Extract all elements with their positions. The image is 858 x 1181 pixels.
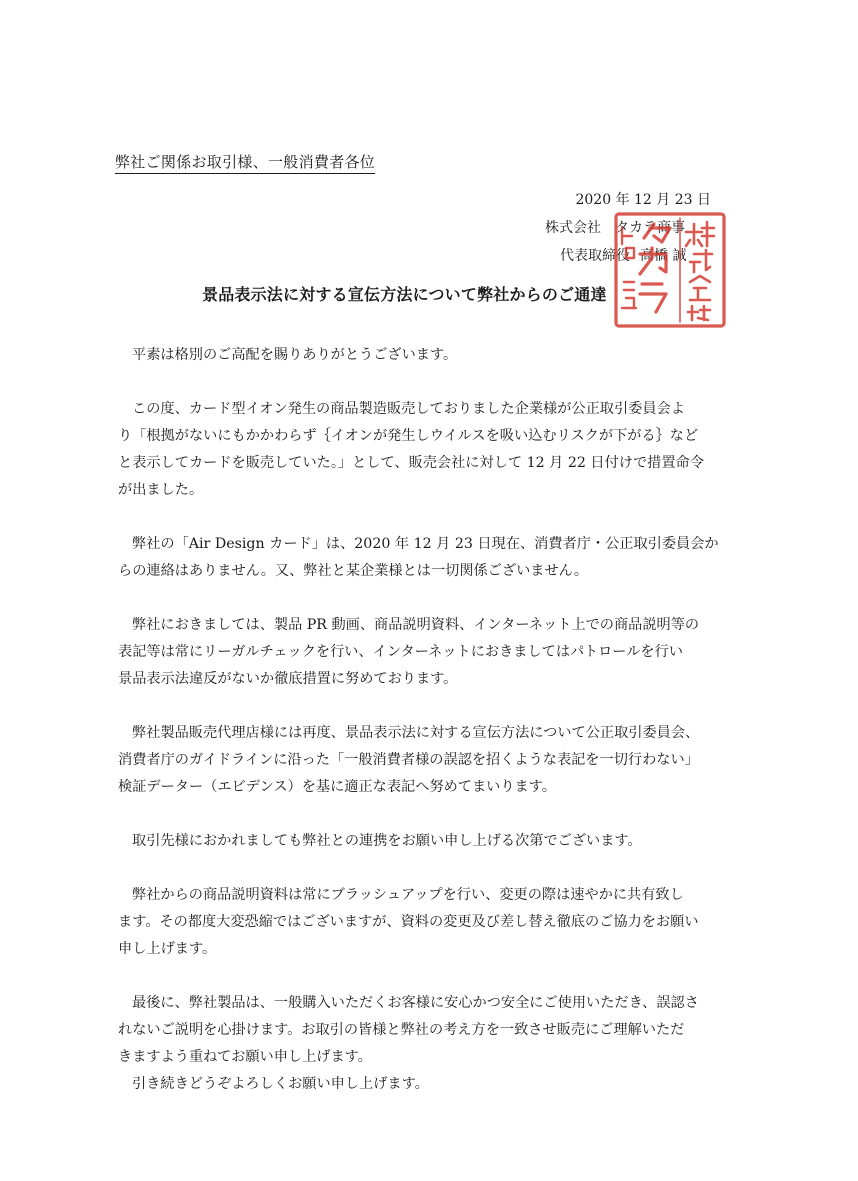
paragraph-line: 弊社製品販売代理店様には再度、景品表示法に対する宣伝方法について公正取引委員会、 [132, 725, 700, 741]
company-seal-stamp [610, 208, 730, 332]
company-name: タカラ商事 [615, 220, 685, 236]
document-date: 2020 年 12 月 23 日 [575, 192, 711, 208]
paragraph-line: ます。その都度大変恐縮ではございますが、資料の変更及び差し替え徹底のご協力をお願い [118, 914, 699, 930]
paragraph-line: 景品表示法違反がないか徹底措置に努めております。 [118, 671, 458, 687]
paragraph-line: 平素は格別のご高配を賜りありがとうございます。 [132, 347, 458, 363]
document-body [118, 342, 718, 1098]
representative-name: 高橋 誠 [640, 248, 687, 264]
body-paragraph [118, 828, 718, 855]
paragraph-line: が出ました。 [118, 482, 204, 498]
paragraph-line: 取引先様におかれましても弊社との連携をお願い申し上げる次第でございます。 [132, 833, 642, 849]
body-paragraph [118, 612, 718, 693]
paragraph-line: 弊社からの商品説明資料は常にブラッシュアップを行い、変更の際は速やかに共有致し [132, 887, 684, 903]
paragraph-line: れないご説明を心掛けます。お取引の皆様と弊社の考え方を一致させ販売にご理解いただ [118, 1022, 685, 1038]
document-title: 景品表示法に対する宣伝方法について弊社からのご通達 [202, 285, 607, 304]
body-paragraph [118, 342, 718, 369]
representative-title: 代表取締役 [560, 248, 630, 264]
company-label: 株式会社 [545, 220, 601, 236]
paragraph-line: 最後に、弊社製品は、一般購入いただくお客様に安心かつ安全にご使用いただき、誤認さ [132, 995, 699, 1011]
paragraph-line: と表示してカードを販売していた。」として、販売会社に対して 12 月 22 日付けで措置命令 [118, 455, 704, 471]
paragraph-line: 弊社におきましては、製品 PR 動画、商品説明資料、インターネット上での商品説明等の [132, 617, 700, 633]
paragraph-line: きますよう重ねてお願い申し上げます。 [118, 1049, 372, 1065]
paragraph-line: 表記等は常にリーガルチェックを行い、インターネットにおきましてはパトロールを行い [118, 644, 683, 660]
paragraph-line: 申し上げます。 [118, 941, 217, 957]
body-paragraph [118, 720, 718, 801]
addressee-line: 弊社ご関係お取引様、一般消費者各位 [115, 152, 375, 174]
paragraph-line: 検証データー（エビデンス）を基に適正な表記へ努めてまいります。 [118, 779, 556, 795]
paragraph-line: 消費者庁のガイドラインに沿った「一般消費者様の誤認を招くような表記を一切行わない」 [118, 752, 699, 768]
body-paragraph [118, 396, 718, 504]
body-paragraph [118, 531, 718, 585]
body-paragraph [118, 1071, 718, 1098]
paragraph-line: 引き続きどうぞよろしくお願い申し上げます。 [132, 1076, 429, 1092]
paragraph-line: らの連絡はありません。又、弊社と某企業様とは一切関係ございません。 [118, 563, 588, 579]
body-paragraph [118, 990, 718, 1071]
paragraph-line: 弊社の「Air Design カード」は、2020 年 12 月 23 日現在、消費者庁・公正取引委員会か [132, 536, 719, 552]
paragraph-line: この度、カード型イオン発生の商品製造販売しておりました企業様が公正取引委員会よ [132, 401, 685, 417]
paragraph-line: り「根拠がないにもかかわらず｛イオンが発生しウイルスを吸い込むリスクが下がる｝など [118, 428, 699, 444]
body-paragraph [118, 882, 718, 963]
